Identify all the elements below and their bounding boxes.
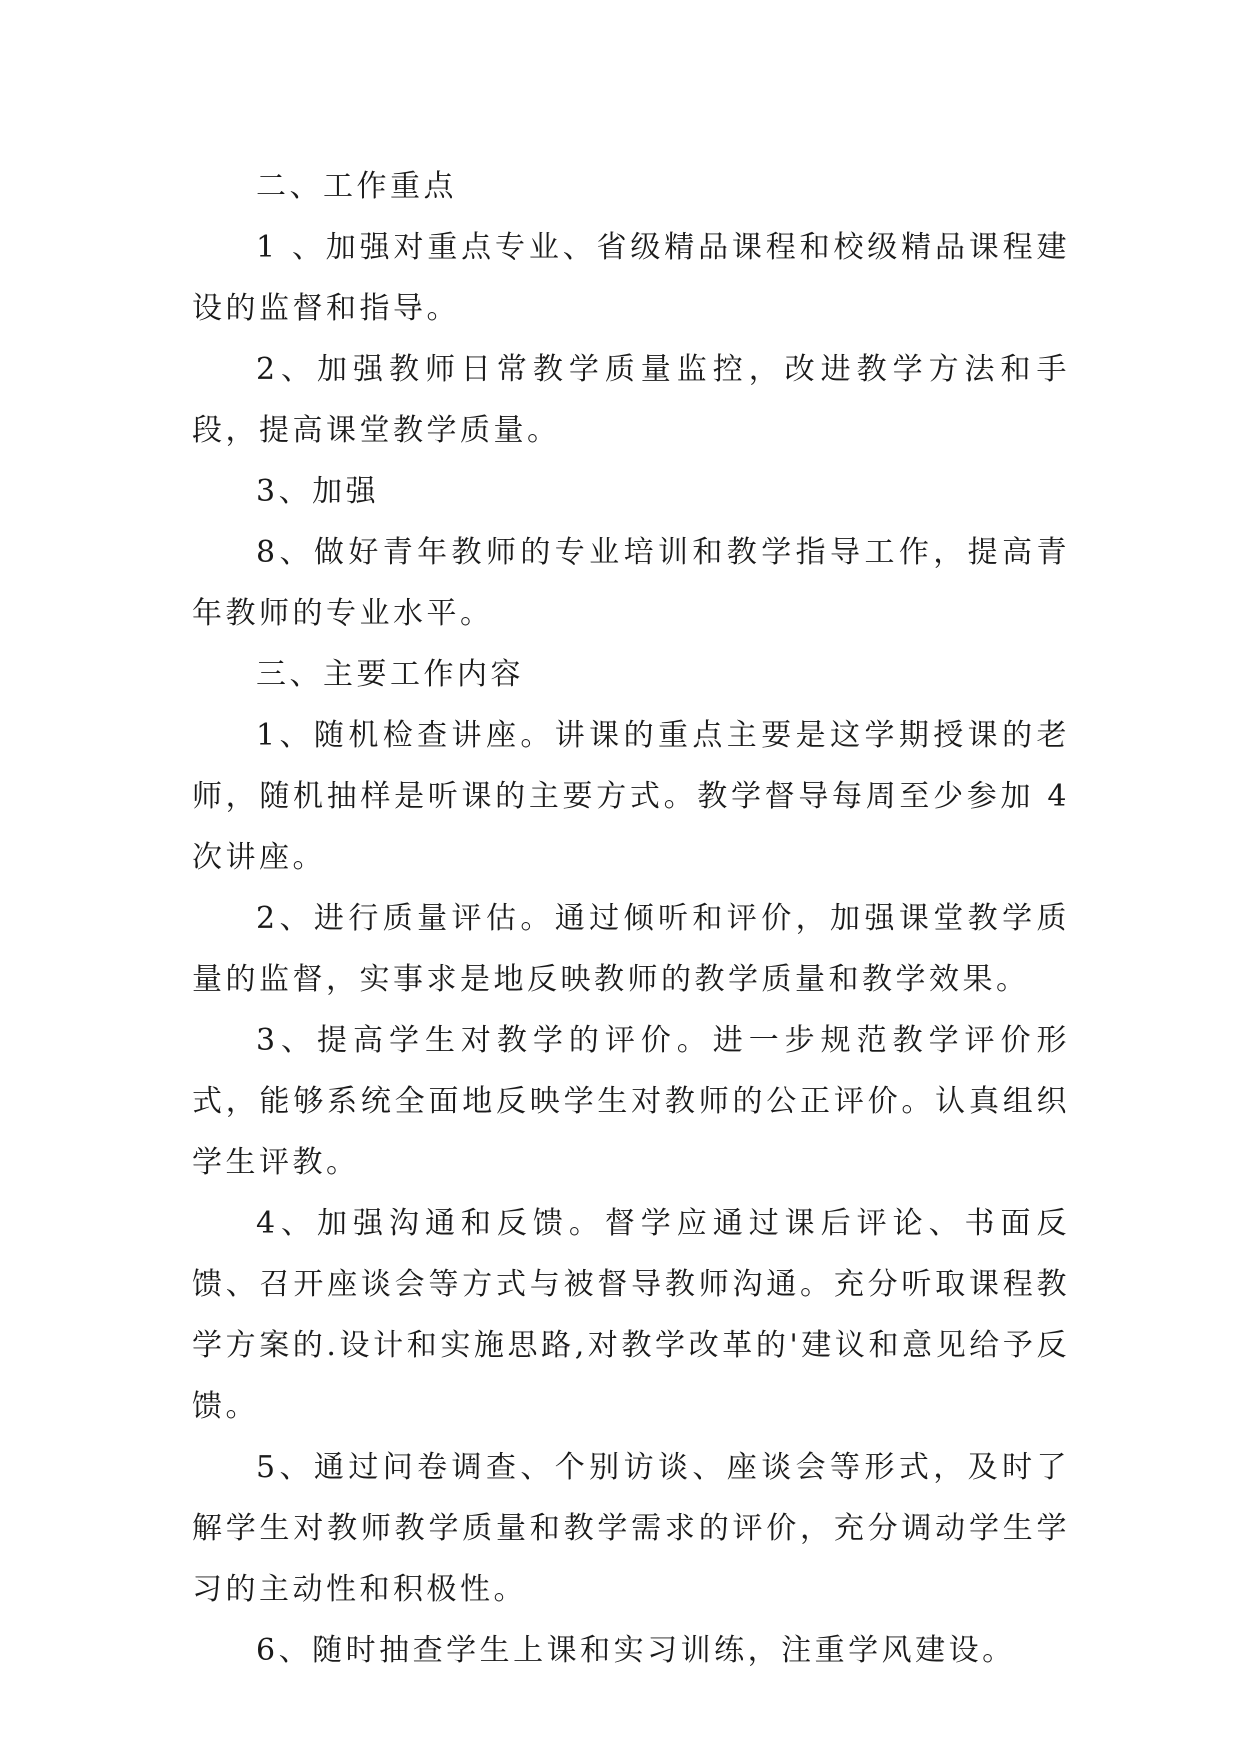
document-body bbox=[192, 156, 1070, 1681]
paragraph-work-3: 3、提高学生对教学的评价。进一步规范教学评价形式，能够系统全面地反映学生对教师的公正评价。认真组织学生评教。 bbox=[192, 1023, 1070, 1180]
paragraph-work-4: 4、加强沟通和反馈。督学应通过课后评论、书面反馈、召开座谈会等方式与被督导教师沟通。充分听取课程教学方案的.设计和实施思路,对教学改革的'建议和意见给予反馈。 bbox=[192, 1206, 1070, 1424]
paragraph-work-5: 5、通过问卷调查、个别访谈、座谈会等形式，及时了解学生对教师教学质量和教学需求的评价，充分调动学生学习的主动性和积极性。 bbox=[192, 1450, 1070, 1607]
section-heading-work-focus: 二、工作重点 bbox=[256, 169, 457, 204]
paragraph-focus-3: 3、加强 bbox=[256, 474, 380, 509]
paragraph-focus-2: 2、加强教师日常教学质量监控，改进教学方法和手段，提高课堂教学质量。 bbox=[192, 352, 1070, 448]
paragraph-focus-1: 1 、加强对重点专业、省级精品课程和校级精品课程建设的监督和指导。 bbox=[192, 230, 1070, 326]
paragraph-work-1: 1、随机检查讲座。讲课的重点主要是这学期授课的老师，随机抽样是听课的主要方式。教学督导每周至少参加 4 次讲座。 bbox=[192, 718, 1070, 875]
paragraph-work-6: 6、随时抽查学生上课和实习训练，注重学风建设。 bbox=[256, 1633, 1016, 1668]
paragraph-focus-8: 8、做好青年教师的专业培训和教学指导工作，提高青年教师的专业水平。 bbox=[192, 535, 1070, 631]
paragraph-work-2: 2、进行质量评估。通过倾听和评价，加强课堂教学质量的监督，实事求是地反映教师的教学质量和教学效果。 bbox=[192, 901, 1070, 997]
section-heading-main-work: 三、主要工作内容 bbox=[256, 657, 524, 692]
